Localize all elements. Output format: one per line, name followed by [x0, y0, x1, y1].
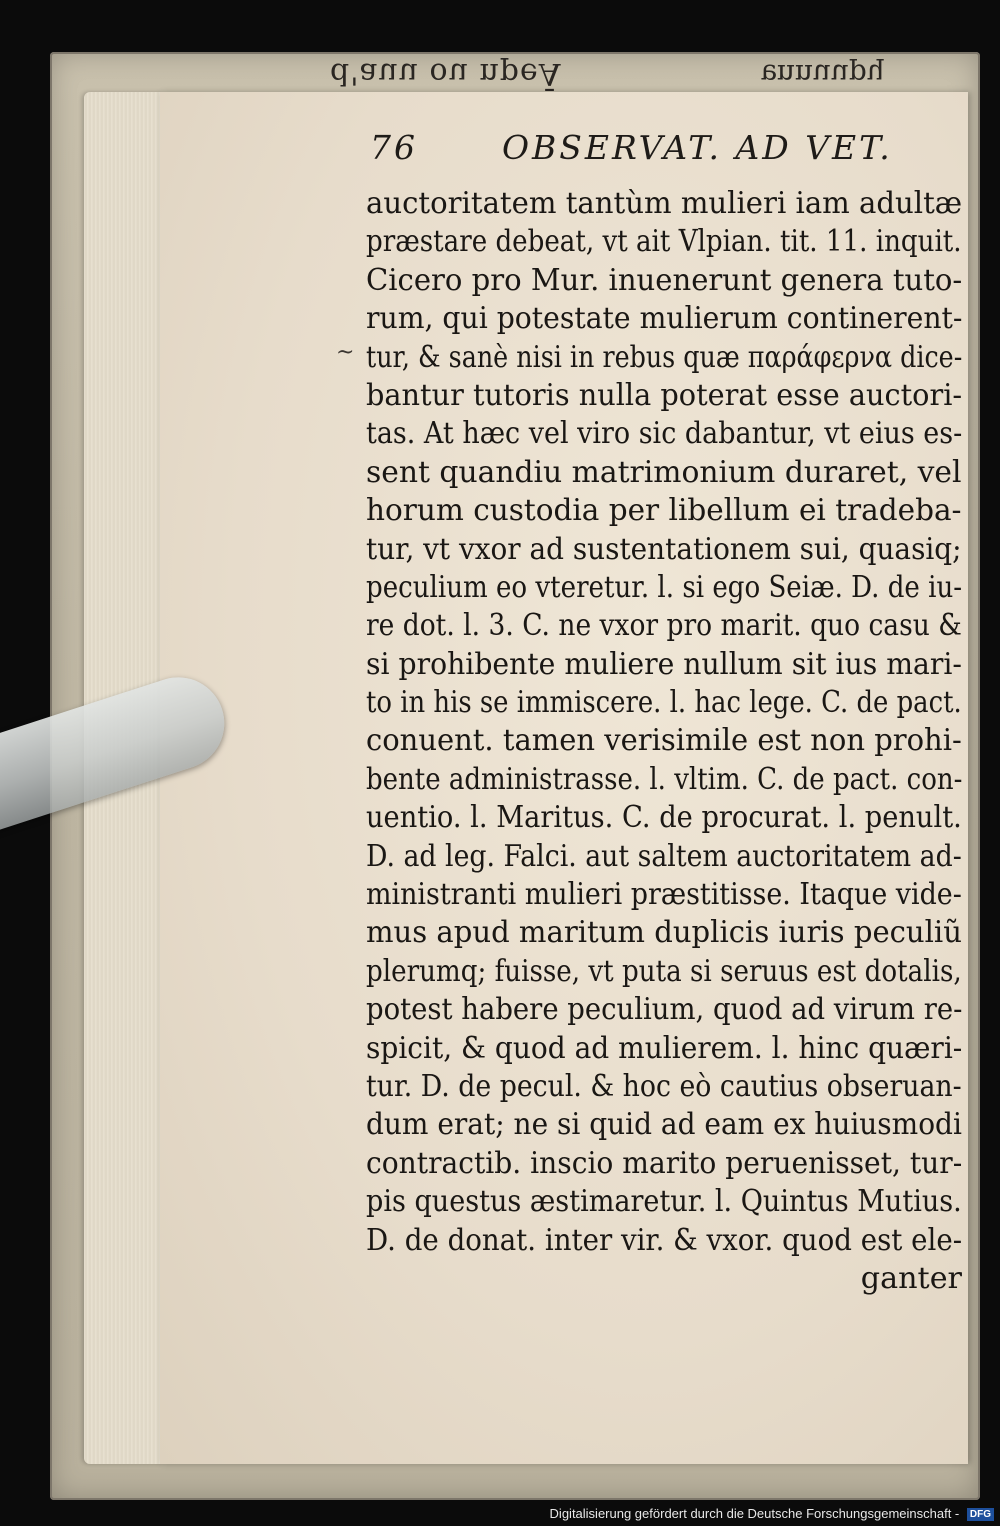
text-line: Cicero pro Mur. inuenerunt genera tuto-: [366, 262, 963, 298]
text-line: ministranti mulieri præstitisse. Itaque vide-: [366, 877, 962, 913]
margin-mark: ~: [336, 340, 355, 365]
text-line: contractib. inscio marito peruenisset, tur-: [366, 1145, 963, 1181]
text-line: plerumq; fuisse, vt puta si seruus est dotalis,: [366, 953, 962, 989]
text-line: spicit, & quod ad mulierem. l. hinc quæri-: [366, 1030, 963, 1066]
text-line: bente administrasse. l. vltim. C. de pact. con-: [366, 761, 963, 797]
mirrored-spine-text: d'auu ou npeĀ: [330, 56, 562, 91]
text-line: pis questus æstimaretur. l. Quintus Mutius.: [366, 1184, 962, 1220]
text-line: uentio. l. Maritus. C. de procurat. l. penult.: [366, 800, 962, 836]
text-line: peculium eo vteretur. l. si ego Seiæ. D. de iu-: [366, 569, 963, 605]
text-line: tur, vt vxor ad sustentationem sui, quasiq;: [366, 531, 962, 567]
text-line: sent quandiu matrimonium duraret, vel: [366, 454, 962, 490]
footer-text: Digitalisierung gefördert durch die Deutsche Forschungsgemeinschaft -: [549, 1506, 960, 1521]
catchword: ganter: [860, 1260, 962, 1296]
text-line: dum erat; ne si quid ad eam ex huiusmodi: [366, 1107, 962, 1143]
text-line: tur, & sanè nisi in rebus quæ παράφερνα dice-: [366, 339, 963, 375]
text-line: tas. At hæc vel viro sic dabantur, vt eius es-: [366, 416, 963, 452]
text-line: conuent. tamen verisimile est non prohi-: [366, 723, 962, 759]
text-line: tur. D. de pecul. & hoc eò cautius obseruan-: [366, 1068, 962, 1104]
text-line: bantur tutoris nulla poterat esse auctori-: [366, 377, 963, 413]
text-line: D. de donat. inter vir. & vxor. quod est ele-: [366, 1222, 963, 1258]
dfg-logo: DFG: [967, 1508, 994, 1521]
text-line: præstare debeat, vt ait Vlpian. tit. 11. inquit.: [366, 224, 962, 260]
text-line: mus apud maritum duplicis iuris peculiũ: [366, 915, 962, 951]
text-line: horum custodia per libellum ei tradeba-: [366, 493, 962, 529]
text-line: re dot. l. 3. C. ne vxor pro marit. quo casu &: [366, 608, 962, 644]
body-text: [366, 185, 966, 1298]
text-line: auctoritatem tantùm mulieri iam adultæ: [366, 186, 963, 221]
text-line: D. ad leg. Falci. aut saltem auctoritatem ad-: [366, 838, 962, 874]
page-number: 76: [370, 128, 418, 167]
text-line: potest habere peculium, quod ad virum re-: [366, 992, 963, 1028]
text-line: to in his se immiscere. l. hac lege. C. de pact.: [366, 685, 962, 721]
mirrored-spine-text-2: ɐnnuupɥ: [760, 58, 885, 91]
running-head-title: OBSERVAT. AD VET.: [502, 128, 893, 167]
text-line: rum, qui potestate mulierum continerent-: [366, 301, 963, 337]
footer: [0, 1506, 994, 1526]
text-line: si prohibente muliere nullum sit ius mari-: [366, 646, 962, 682]
